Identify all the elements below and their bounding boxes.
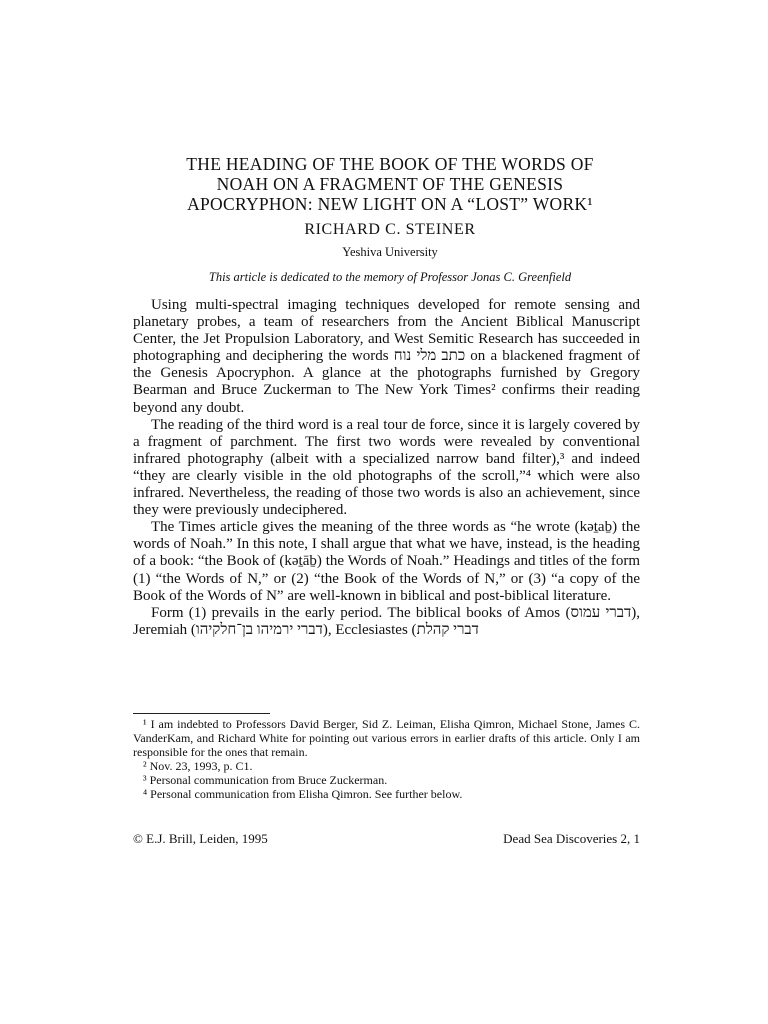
footnote-2: ² Nov. 23, 1993, p. C1. [143, 759, 253, 773]
paragraph-2: The reading of the third word is a real tour de force, since it is largely covered by a fragment of parchment. The first two words were revealed by conventional infrared photography (albeit with a specialized narrow band filter),³ and indeed “they are clearly visible in the old photographs of the scroll,”⁴ which were also infrared. Nevertheless, the reading of those two words is also an achievement, since they were previously undeciphered. [133, 416, 640, 519]
title-line-1: THE HEADING OF THE BOOK OF THE WORDS OF [186, 154, 594, 174]
dedication: This article is dedicated to the memory of Professor Jonas C. Greenfield [208, 270, 572, 284]
article-body [133, 297, 640, 639]
journal-citation: Dead Sea Discoveries 2, 1 [503, 831, 640, 846]
page-footer [133, 831, 640, 847]
publisher-copyright: © E.J. Brill, Leiden, 1995 [133, 831, 268, 846]
title-line-2: NOAH ON A FRAGMENT OF THE GENESIS [216, 174, 564, 194]
paragraph-3: The Times article gives the meaning of the three words as “he wrote (kəṯaḇ) the words of Noah.” In this note, I shall argue that what we have, instead, is the heading of a book: “the Book of (kəṯāḇ) the Words of Noah.” Headings and titles of the form (1) “the Words of N,” or (2) “the Book of the Words of N,” or (3) “a copy of the Book of the Words of N” are well-known in biblical and post-biblical literature. [133, 519, 640, 604]
paragraph-1: Using multi-spectral imaging techniques developed for remote sensing and planetary probes, a team of researchers from the Ancient Biblical Manuscript Center, the Jet Propulsion Laboratory, and West Semitic Research has succeeded in photographing and deciphering the words כתב מלי נוח on a blackened fragment of the Genesis Apocryphon. A glance at the photographs furnished by Gregory Bearman and Bruce Zuckerman to The New York Times² confirms their reading beyond any doubt. [133, 297, 640, 416]
footnote-3: ³ Personal communication from Bruce Zuckerman. [143, 773, 388, 787]
title-line-3: APOCRYPHON: NEW LIGHT ON A “LOST” WORK¹ [187, 194, 593, 214]
author-name: RICHARD C. STEINER [304, 221, 476, 238]
footnote-1: ¹ I am indebted to Professors David Berger, Sid Z. Leiman, Elisha Qimron, Michael Stone, James C. VanderKam, and Richard White for pointing out various errors in earlier drafts of this article. Only I am responsible for the ones that remain. [133, 717, 640, 759]
footnote-divider [133, 713, 270, 714]
author-affiliation: Yeshiva University [342, 245, 438, 259]
footnotes [133, 717, 640, 801]
article-title [130, 154, 650, 214]
footnote-4: ⁴ Personal communication from Elisha Qimron. See further below. [143, 787, 463, 801]
paragraph-4: Form (1) prevails in the early period. The biblical books of Amos (דברי עמוס), Jeremiah (דברי ירמיהו בן־חלקיהו), Ecclesiastes (דברי קהלת [133, 604, 640, 638]
